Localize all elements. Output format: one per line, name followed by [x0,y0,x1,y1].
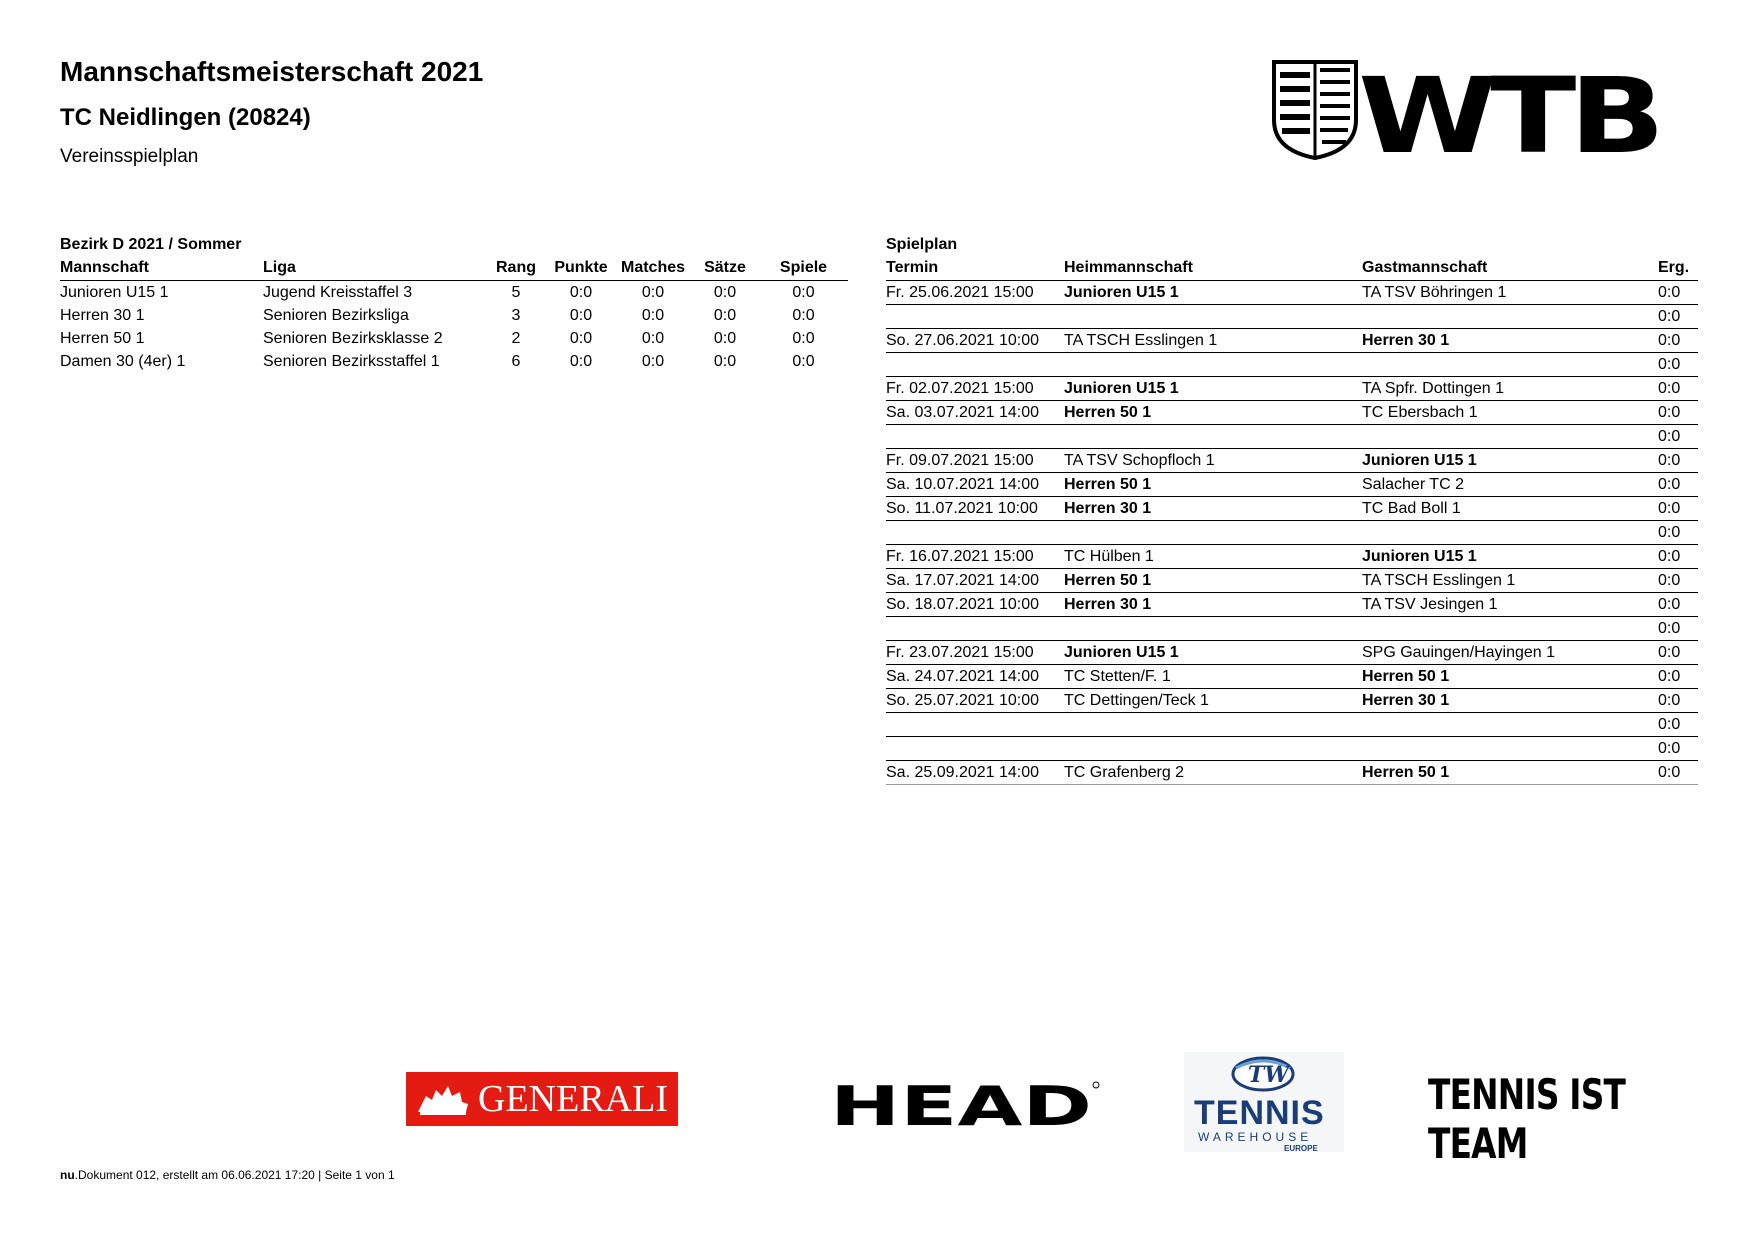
col-header-liga: Liga [263,256,485,281]
guest-team-link[interactable]: Herren 30 1 [1362,329,1658,353]
schedule-row [886,425,1698,449]
guest-team-link [1362,353,1658,377]
schedule-row [886,473,1698,497]
guest-team-link [1362,521,1658,545]
match-date [886,617,1064,641]
home-team-link[interactable]: TC Stetten/F. 1 [1064,665,1362,689]
games-value: 0:0 [792,329,815,347]
result-value: 0:0 [1658,473,1698,497]
schedule-header-row [886,256,1698,281]
games-value: 0:0 [792,352,815,370]
schedule-row [886,689,1698,713]
match-date: Sa. 17.07.2021 14:00 [886,569,1064,593]
match-date: So. 11.07.2021 10:00 [886,497,1064,521]
sets-value: 0:0 [713,329,737,347]
schedule-row [886,737,1698,761]
col-header-matches: Matches [615,256,691,281]
generali-text: GENERALI [478,1078,668,1120]
result-value: 0:0 [1658,329,1698,353]
schedule-table [886,256,1698,785]
match-date: Fr. 23.07.2021 15:00 [886,641,1064,665]
match-date [886,305,1064,329]
result-value: 0:0 [1658,449,1698,473]
games-value: 0:0 [792,306,815,324]
home-team-link[interactable]: Herren 50 1 [1064,473,1362,497]
schedule-row [886,449,1698,473]
points-value: 0:0 [569,306,593,324]
schedule-row [886,569,1698,593]
home-team-link[interactable]: Junioren U15 1 [1064,641,1362,665]
tennis-warehouse-logo [1184,1052,1344,1152]
table-row [60,327,848,350]
guest-team-link [1362,617,1658,641]
home-team-link[interactable]: Herren 30 1 [1064,593,1362,617]
tw-europe: EUROPE [1284,1144,1318,1153]
team-link[interactable]: Junioren U15 1 [60,283,169,301]
col-header-heim: Heimmannschaft [1064,256,1362,281]
matches-value: 0:0 [641,329,665,347]
tennis-ist-team-logo: TENNIS IST TEAM [1428,1070,1626,1168]
tw-sub: WAREHOUSE [1198,1130,1313,1144]
home-team-link[interactable]: Herren 30 1 [1064,497,1362,521]
match-date: So. 18.07.2021 10:00 [886,593,1064,617]
match-date: Fr. 16.07.2021 15:00 [886,545,1064,569]
head-logo-text: HEAD [830,1075,1092,1135]
match-date: Sa. 03.07.2021 14:00 [886,401,1064,425]
rank-value: 5 [511,283,521,301]
tw-word: TENNIS [1194,1094,1325,1132]
match-date [886,737,1064,761]
guest-team-link[interactable]: TA TSV Jesingen 1 [1362,593,1658,617]
match-date: So. 25.07.2021 10:00 [886,689,1064,713]
result-value: 0:0 [1658,689,1698,713]
result-value: 0:0 [1658,761,1698,785]
lion-icon [416,1082,470,1116]
guest-team-link[interactable]: Junioren U15 1 [1362,545,1658,569]
wtb-logo-text: WTB [1358,58,1658,162]
col-header-termin: Termin [886,256,1064,281]
guest-team-link[interactable]: Herren 50 1 [1362,761,1658,785]
schedule-row [886,377,1698,401]
schedule-row [886,617,1698,641]
schedule-body [886,281,1698,785]
team-link[interactable]: Herren 30 1 [60,306,145,324]
result-value: 0:0 [1658,353,1698,377]
guest-team-link[interactable]: Herren 30 1 [1362,689,1658,713]
guest-team-link[interactable]: TC Ebersbach 1 [1362,401,1658,425]
guest-team-link [1362,305,1658,329]
sets-value: 0:0 [713,352,737,370]
schedule-row [886,281,1698,305]
home-team-link[interactable]: TA TSV Schopfloch 1 [1064,449,1362,473]
matches-value: 0:0 [641,352,665,370]
matches-value: 0:0 [641,283,665,301]
guest-team-link[interactable]: Junioren U15 1 [1362,449,1658,473]
schedule-section [886,234,1698,785]
home-team-link [1064,305,1362,329]
result-value: 0:0 [1658,569,1698,593]
footer [60,1168,395,1182]
guest-team-link[interactable]: TA Spfr. Dottingen 1 [1362,377,1658,401]
schedule-row [886,353,1698,377]
home-team-link [1064,425,1362,449]
guest-team-link[interactable]: Salacher TC 2 [1362,473,1658,497]
result-value: 0:0 [1658,617,1698,641]
col-header-erg: Erg. [1658,256,1698,281]
footer-text: .Dokument 012, erstellt am 06.06.2021 17:20 | Seite 1 von 1 [74,1168,395,1182]
result-value: 0:0 [1658,425,1698,449]
col-header-spiele: Spiele [759,256,848,281]
result-value: 0:0 [1658,641,1698,665]
league-link[interactable]: Senioren Bezirksstaffel 1 [263,352,440,370]
schedule-row [886,665,1698,689]
table-row [60,350,848,373]
schedule-row [886,545,1698,569]
home-team-link [1064,713,1362,737]
matches-value: 0:0 [641,306,665,324]
result-value: 0:0 [1658,281,1698,305]
standings-table [60,256,848,373]
col-header-saetze: Sätze [691,256,759,281]
wtb-logo [1270,58,1670,162]
generali-logo [406,1072,678,1126]
sets-value: 0:0 [713,283,737,301]
home-team-link[interactable]: TC Dettingen/Teck 1 [1064,689,1362,713]
result-value: 0:0 [1658,377,1698,401]
result-value: 0:0 [1658,521,1698,545]
league-link[interactable]: Senioren Bezirksliga [263,306,409,324]
points-value: 0:0 [569,352,593,370]
guest-team-link[interactable]: TA TSCH Esslingen 1 [1362,569,1658,593]
league-link[interactable]: Jugend Kreisstaffel 3 [263,283,413,301]
schedule-row [886,713,1698,737]
svg-text:TW: TW [1248,1062,1290,1088]
result-value: 0:0 [1658,737,1698,761]
col-header-mannschaft: Mannschaft [60,256,263,281]
schedule-title: Spielplan [886,236,958,253]
points-value: 0:0 [569,283,593,301]
home-team-link [1064,617,1362,641]
col-header-gast: Gastmannschaft [1362,256,1658,281]
standings-title: Bezirk D 2021 / Sommer [60,236,242,253]
home-team-link [1064,353,1362,377]
match-date: Fr. 02.07.2021 15:00 [886,377,1064,401]
guest-team-link[interactable]: TA TSV Böhringen 1 [1362,281,1658,305]
league-link[interactable]: Senioren Bezirksklasse 2 [263,329,443,347]
result-value: 0:0 [1658,665,1698,689]
schedule-row [886,329,1698,353]
home-team-link[interactable]: TC Grafenberg 2 [1064,761,1362,785]
result-value: 0:0 [1658,545,1698,569]
home-team-link[interactable]: Herren 50 1 [1064,569,1362,593]
home-team-link[interactable]: TA TSCH Esslingen 1 [1064,329,1362,353]
match-date [886,425,1064,449]
guest-team-link[interactable]: TC Bad Boll 1 [1362,497,1658,521]
standings-section [60,234,848,373]
col-header-rang: Rang [485,256,547,281]
home-team-link[interactable]: Herren 50 1 [1064,401,1362,425]
footer-brand: nu [60,1168,75,1182]
registered-icon [1093,1082,1099,1088]
guest-team-link [1362,713,1658,737]
guest-team-link [1362,425,1658,449]
schedule-row [886,593,1698,617]
home-team-link [1064,521,1362,545]
result-value: 0:0 [1658,593,1698,617]
team-link[interactable]: Herren 50 1 [60,329,145,347]
club-name: TC Neidlingen (20824) [60,104,311,131]
home-team-link[interactable]: Junioren U15 1 [1064,281,1362,305]
schedule-row [886,521,1698,545]
table-row [60,281,848,305]
match-date: Sa. 10.07.2021 14:00 [886,473,1064,497]
match-date: Sa. 24.07.2021 14:00 [886,665,1064,689]
match-date: Fr. 25.06.2021 15:00 [886,281,1064,305]
points-value: 0:0 [569,329,593,347]
table-row [60,304,848,327]
team-link[interactable]: Damen 30 (4er) 1 [60,352,186,370]
guest-team-link[interactable]: Herren 50 1 [1362,665,1658,689]
coat-of-arms-icon [1274,62,1356,158]
schedule-row [886,305,1698,329]
page-title: Mannschaftsmeisterschaft 2021 [60,56,484,87]
result-value: 0:0 [1658,497,1698,521]
document-type: Vereinsspielplan [60,146,199,167]
schedule-row [886,497,1698,521]
sets-value: 0:0 [713,306,737,324]
games-value: 0:0 [792,283,815,301]
result-value: 0:0 [1658,713,1698,737]
result-value: 0:0 [1658,305,1698,329]
home-team-link[interactable]: TC Hülben 1 [1064,545,1362,569]
home-team-link[interactable]: Junioren U15 1 [1064,377,1362,401]
match-date: So. 27.06.2021 10:00 [886,329,1064,353]
match-date: Sa. 25.09.2021 14:00 [886,761,1064,785]
col-header-punkte: Punkte [547,256,615,281]
match-date: Fr. 09.07.2021 15:00 [886,449,1064,473]
standings-header-row [60,256,848,281]
rank-value: 2 [511,329,521,347]
guest-team-link[interactable]: SPG Gauingen/Hayingen 1 [1362,641,1658,665]
rank-value: 3 [511,306,521,324]
rank-value: 6 [511,352,521,370]
schedule-row [886,401,1698,425]
schedule-row [886,761,1698,785]
result-value: 0:0 [1658,401,1698,425]
match-date [886,713,1064,737]
head-logo [830,1075,1100,1135]
schedule-row [886,641,1698,665]
match-date [886,521,1064,545]
match-date [886,353,1064,377]
tw-ball-icon [1228,1054,1298,1094]
guest-team-link [1362,737,1658,761]
home-team-link [1064,737,1362,761]
